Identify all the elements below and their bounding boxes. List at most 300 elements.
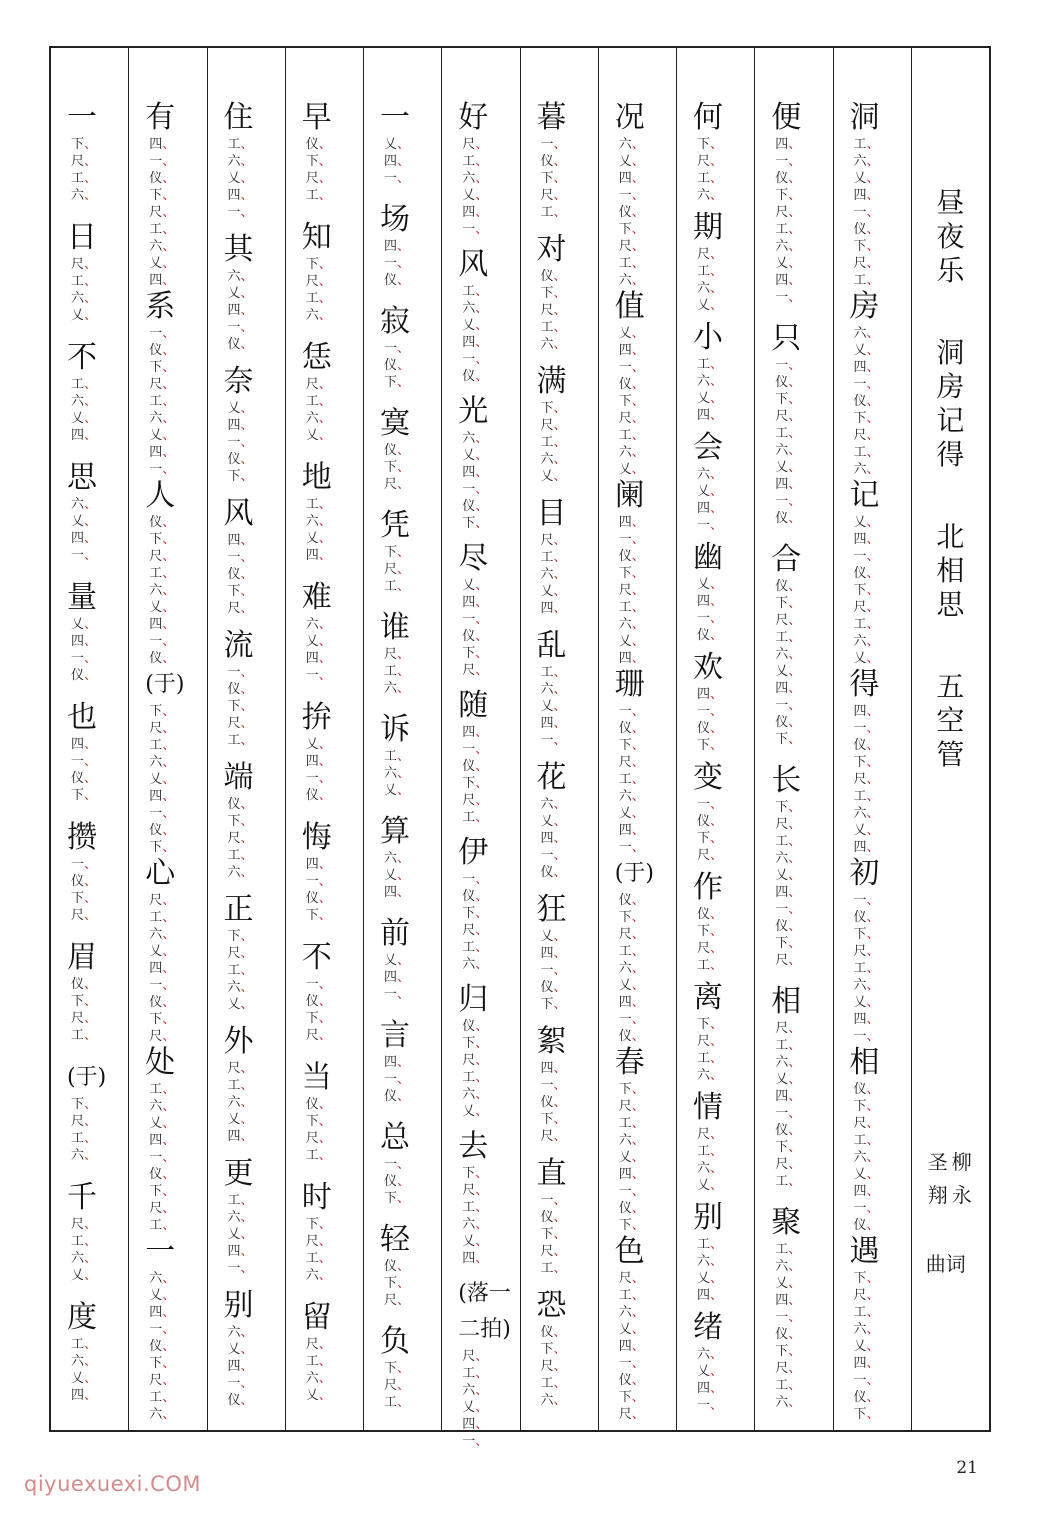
notation-mark: 工、 [853,273,880,288]
lyric-column [441,48,519,1449]
notation-mark: 下、 [71,1097,98,1112]
notation-mark: 六、 [71,1354,98,1369]
notation-mark: 下、 [775,188,802,203]
notation-mark: 仪、 [149,1167,176,1182]
notation-mark: 工、 [618,1116,645,1131]
notation-mark: 仪、 [384,1089,411,1104]
lyric-char: 寂 [380,304,410,339]
notation-mark: 仪、 [775,511,802,526]
notation-mark: 工、 [853,1133,880,1148]
lyric-char: 何 [693,100,723,135]
notation-mark: 工、 [149,566,176,581]
notation-mark: 一、 [305,977,332,992]
notation-mark: 工、 [462,940,489,955]
notation-mark: 六、 [775,1259,802,1274]
lyric-column [51,48,128,1430]
notation-mark: 乂、 [775,664,802,679]
notation-mark: 尺、 [853,428,880,443]
notation-mark: 下、 [853,411,880,426]
lyric-char: 度 [67,1300,97,1335]
notation-mark: 尺、 [853,600,880,615]
notation-mark: 仪、 [853,222,880,237]
notation-mark: 尺、 [227,601,254,616]
notation-mark: 仪、 [462,499,489,514]
notation-mark: 一、 [618,1184,645,1199]
notation-mark: 四、 [149,961,176,976]
syllable [771,763,801,984]
notation-mark: 乂、 [853,515,880,530]
notation-mark: 下、 [540,1342,567,1357]
lyric-char: 遇 [849,1234,880,1269]
lyric-char: 有 [145,100,176,135]
notation-mark: 尺、 [853,1116,880,1131]
notation-mark: 乂、 [71,1371,98,1386]
notation-mark: 下、 [853,583,880,598]
notation-mark: 一、 [149,806,176,821]
notation-mark: 仪、 [384,273,411,288]
notation-mark: 仪、 [540,1210,567,1225]
notation-mark: 下、 [305,1217,332,1232]
notation-mark: 尺、 [775,205,802,220]
notation-mark: 一、 [227,320,254,335]
notation-mark: 六、 [853,1150,880,1165]
lyric-char: 场 [380,202,410,237]
notation-mark: 四、 [618,1167,645,1182]
syllable [771,1205,801,1426]
notation-mark: 仪、 [149,343,176,358]
notation-mark: 一、 [149,154,176,169]
notation-mark: 乂、 [227,171,254,186]
notation-mark: 一、 [462,1434,489,1449]
notation-mark: 一、 [149,326,176,341]
title-char: 昼 [936,186,965,219]
syllable [302,1300,332,1420]
author-char: 柳 [951,1150,972,1174]
notation-mark: 一、 [305,874,332,889]
notation-mark: 乂、 [462,448,489,463]
notation-mark: 尺、 [462,1053,489,1068]
syllable [67,460,97,580]
notation-mark: 一、 [775,902,802,917]
notation-mark: 仪、 [853,394,880,409]
notation-mark: 乂、 [775,868,802,883]
notation-mark: 六、 [775,1395,802,1410]
notation-mark: 乂、 [540,814,567,829]
notation-mark: 六、 [227,1095,254,1110]
notation-mark: 四、 [853,188,880,203]
syllable [380,916,410,1018]
notation-mark: 四、 [149,445,176,460]
notation-mark: 尺、 [71,908,98,923]
notation-mark: 工、 [540,550,567,565]
notation-mark: 四、 [149,1133,176,1148]
lyric-char: 一 [145,1234,176,1269]
notation-mark: 乂、 [71,411,98,426]
notation-mark: 仪、 [775,1327,802,1342]
syllable [302,700,332,820]
notation-mark: 尺、 [305,377,332,392]
notation-mark: 四、 [384,885,411,900]
title-column [911,48,989,1430]
notation-mark: 六、 [149,411,176,426]
notation-mark: 仪、 [227,1393,254,1408]
notation-mark: 四、 [305,548,332,563]
lyric-char: 乱 [536,628,567,663]
notation-mark: 仪、 [71,668,98,683]
lyric-char: 一 [380,100,410,135]
notation-mark: 尺、 [71,154,98,169]
notation-mark: 乂、 [540,699,567,714]
notation-mark: 一、 [618,1356,645,1371]
notation-mark: 四、 [71,531,98,546]
notation-mark: 六、 [540,452,567,467]
notation-mark: 四、 [540,946,567,961]
notation-mark: 六、 [305,514,332,529]
notation-mark: 六、 [697,1347,724,1362]
notation-mark: 乂、 [775,1276,802,1291]
notation-mark: 下、 [149,532,176,547]
syllable [537,100,567,232]
notation-mark: 工、 [227,848,254,863]
notation-mark: 六、 [149,1407,176,1422]
notation-mark: 尺、 [853,944,880,959]
notation-mark: 一、 [853,205,880,220]
notation-mark: 工、 [227,963,254,978]
syllable [380,1120,410,1222]
notation-mark: 仪、 [540,1095,567,1110]
notation-mark: 仪、 [697,814,724,829]
syllable [224,892,254,1024]
notation-mark: 尺、 [71,1011,98,1026]
notation-mark: 一、 [853,1029,880,1044]
notation-mark: 四、 [227,303,254,318]
notation-mark: 尺、 [540,1359,567,1374]
author-column [928,1146,948,1212]
lyric-char: 眉 [67,940,97,975]
notation-mark: 尺、 [227,946,254,961]
notation-mark: 一、 [71,548,98,563]
notation-mark: 下、 [618,1082,645,1097]
notation-mark: 尺、 [227,1061,254,1076]
notation-mark: 一、 [775,1106,802,1121]
notation-mark: 乂、 [540,469,567,484]
lyric-column [676,48,754,1430]
notation-mark: 一、 [71,857,98,872]
notation-mark: 工、 [384,1395,411,1410]
lyric-char: 谁 [380,610,410,645]
lyric-char: 得 [849,667,880,702]
notation-mark: 工、 [149,394,176,409]
notation-mark: 仪、 [149,823,176,838]
notation-mark: 六、 [71,188,98,203]
notation-mark: 乂、 [853,171,880,186]
syllable [67,1180,97,1300]
notation-mark: 六、 [149,1271,176,1286]
notation-mark: 乂、 [618,462,645,477]
notation-mark: 工、 [71,274,98,289]
subtitle-char: 五 [936,670,965,703]
notation-mark: 仪、 [853,566,880,581]
syllable [458,1276,519,1449]
notation-mark: 工、 [305,394,332,409]
notation-mark: 乂、 [618,326,645,341]
notation-mark: 下、 [853,1271,880,1286]
lyric-char: 寞 [380,406,410,441]
notation-mark: 一、 [697,797,724,812]
notation-mark: 下、 [618,910,645,925]
notation-mark: 尺、 [305,1234,332,1249]
lyric-char: 长 [771,763,802,798]
notation-mark: 六、 [775,239,802,254]
notation-mark: 四、 [149,273,176,288]
lyric-column [207,48,285,1430]
notation-mark: 一、 [540,733,567,748]
notation-mark: 下、 [462,1166,489,1181]
notation-mark: 乂、 [227,1227,254,1242]
notation-mark: 工、 [71,1028,98,1043]
notation-mark: 工、 [462,1070,489,1085]
syllable [850,289,880,478]
notation-mark: 工、 [227,733,254,748]
notation-mark: 尺、 [540,303,567,318]
notation-mark: 一、 [853,1373,880,1388]
syllable [771,321,801,542]
syllable [224,1156,254,1288]
notation-mark: 四、 [384,154,411,169]
lyric-char: 伊 [458,835,489,870]
syllable [693,870,723,980]
notation-mark: 六、 [775,1055,802,1070]
notation-mark: 仪、 [775,919,802,934]
notation-mark: 四、 [227,418,254,433]
notation-mark: 尺、 [697,1127,724,1142]
notation-mark: 仪、 [540,1325,567,1340]
notation-mark: 四、 [462,595,489,610]
notation-mark: 六、 [697,281,724,296]
lyric-char: 绪 [693,1310,723,1345]
lyric-column [285,48,363,1430]
syllable [380,304,410,406]
notation-mark: 尺、 [618,927,645,942]
notation-mark: 下、 [618,222,645,237]
syllable [537,364,567,496]
lyric-char: 人 [145,478,176,513]
notation-mark: 下、 [618,738,645,753]
notation-mark: 乂、 [540,929,567,944]
notation-mark: 四、 [384,239,411,254]
syllable [302,460,332,580]
notation-mark: 乂、 [697,1178,724,1193]
notation-mark: 六、 [853,326,880,341]
notation-mark: 六、 [618,961,645,976]
notation-mark: 尺、 [149,721,176,736]
notation-mark: 工、 [149,910,176,925]
subtitle-char: 记 [936,404,965,437]
notation-mark: 乂、 [853,651,880,666]
notation-mark: 一、 [697,1398,724,1413]
notation-mark: 一、 [149,634,176,649]
notation-mark: 乂、 [149,1116,176,1131]
notation-mark: 乂、 [697,1271,724,1286]
notation-mark: 尺、 [71,1217,98,1232]
notation-mark: 仪、 [618,1201,645,1216]
syllable [224,232,254,364]
notation-mark: 四、 [540,831,567,846]
notation-mark: 一、 [227,1376,254,1391]
notation-mark: 下、 [71,891,98,906]
notation-mark: 仪、 [462,759,489,774]
notation-mark: 四、 [71,428,98,443]
notation-mark: 六、 [618,1133,645,1148]
notation-mark: 六、 [462,301,489,316]
notation-mark: 尺、 [462,1349,489,1364]
notation-mark: 一、 [540,1078,567,1093]
notation-mark: 工、 [697,357,724,372]
notation-mark: 六、 [697,467,724,482]
notation-mark: 工、 [227,137,254,152]
notation-mark: 仪、 [384,1174,411,1189]
notation-mark: 乂、 [227,286,254,301]
notation-mark: 尺、 [775,953,802,968]
notation-mark: 仪、 [618,205,645,220]
notation-mark: 六、 [462,1087,489,1102]
notation-mark: 仪、 [618,549,645,564]
lyric-char: 对 [536,232,567,267]
notation-mark: 工、 [618,944,645,959]
notation-mark: 乂、 [618,1322,645,1337]
notation-mark: 下、 [305,154,332,169]
notation-mark: 六、 [227,1325,254,1340]
notation-mark: 工、 [149,222,176,237]
notation-mark: 六、 [305,1371,332,1386]
notation-mark: 工、 [462,154,489,169]
syllable [693,320,723,430]
lyric-char: 光 [458,394,489,429]
syllable [224,1024,254,1156]
notation-mark: 工、 [853,961,880,976]
notation-mark: 六、 [540,567,567,582]
notation-mark: 一、 [462,222,489,237]
notation-mark: 下、 [540,171,567,186]
syllable [302,340,332,460]
notation-mark: 四、 [227,1129,254,1144]
notation-mark: 工、 [697,171,724,186]
notation-mark: 下、 [384,1191,411,1206]
notation-mark: 六、 [71,1251,98,1266]
lyric-char: 色 [614,1234,645,1269]
syllable [693,980,723,1090]
lyric-column [754,48,832,1430]
notation-mark: 一、 [384,256,411,271]
notation-mark: 一、 [853,549,880,564]
syllable [380,1222,410,1324]
syllable [224,1288,254,1420]
notation-mark: 一、 [227,205,254,220]
notation-mark: 工、 [775,1174,802,1189]
lyric-column [128,48,206,1430]
syllable [458,1129,488,1276]
notation-mark: 四、 [71,634,98,649]
lyric-char: 知 [301,220,332,255]
syllable [693,760,723,870]
notation-mark: 尺、 [697,848,724,863]
notation-mark: 四、 [462,725,489,740]
notation-mark: 仪、 [618,893,645,908]
syllable [615,856,654,1045]
notation-mark: 一、 [540,963,567,978]
lyric-char: (于) [614,861,654,886]
lyric-char: 相 [849,1045,880,1080]
syllable [224,496,254,628]
notation-mark: 一、 [775,290,802,305]
notation-mark: 尺、 [618,239,645,254]
notation-mark: 四、 [149,617,176,632]
notation-mark: 一、 [618,704,645,719]
lyric-char: 算 [380,814,410,849]
notation-mark: 下、 [540,1227,567,1242]
notation-mark: 工、 [71,1234,98,1249]
notation-mark: 工、 [305,291,332,306]
notation-mark: 一、 [540,137,567,152]
syllable [67,1060,106,1180]
notation-mark: 工、 [462,810,489,825]
lyric-char: 风 [223,496,254,531]
notation-mark: 尺、 [775,817,802,832]
notation-mark: 乂、 [618,154,645,169]
notation-mark: 工、 [775,1242,802,1257]
syllable [224,364,254,496]
lyric-char: 不 [67,340,97,375]
syllable [67,580,97,700]
notation-mark: 工、 [305,1354,332,1369]
notation-mark: 乂、 [697,298,724,313]
notation-mark: 六、 [462,1217,489,1232]
notation-mark: 尺、 [149,1029,176,1044]
lyric-char: 随 [458,688,489,723]
notation-mark: 乂、 [149,772,176,787]
notation-mark: 乂、 [697,484,724,499]
notation-mark: 六、 [71,497,98,512]
notation-mark: 六、 [853,154,880,169]
notation-mark: 工、 [384,579,411,594]
syllable [145,100,175,289]
notation-mark: 仪、 [697,721,724,736]
notation-mark: 四、 [775,885,802,900]
lyric-char: 也 [67,700,97,735]
notation-mark: 乂、 [618,1150,645,1165]
notation-mark: 下、 [227,814,254,829]
lyric-char: 狂 [536,892,567,927]
notation-mark: 尺、 [462,793,489,808]
notation-mark: 六、 [618,1305,645,1320]
lyric-char: 言 [380,1018,410,1053]
notation-mark: 一、 [462,612,489,627]
notation-mark: 乂、 [462,578,489,593]
notation-mark: 下、 [540,401,567,416]
notation-mark: 仪、 [853,1218,880,1233]
notation-mark: 尺、 [227,831,254,846]
notation-mark: 下、 [149,1184,176,1199]
syllable [302,1060,332,1180]
notation-mark: 一、 [384,341,411,356]
syllable [224,100,254,232]
notation-mark: 下、 [775,800,802,815]
notation-mark: 尺、 [697,247,724,262]
notation-mark: 下、 [618,1218,645,1233]
notation-mark: 四、 [853,1184,880,1199]
subtitle-char: 房 [936,370,965,403]
notation-mark: 尺、 [618,755,645,770]
